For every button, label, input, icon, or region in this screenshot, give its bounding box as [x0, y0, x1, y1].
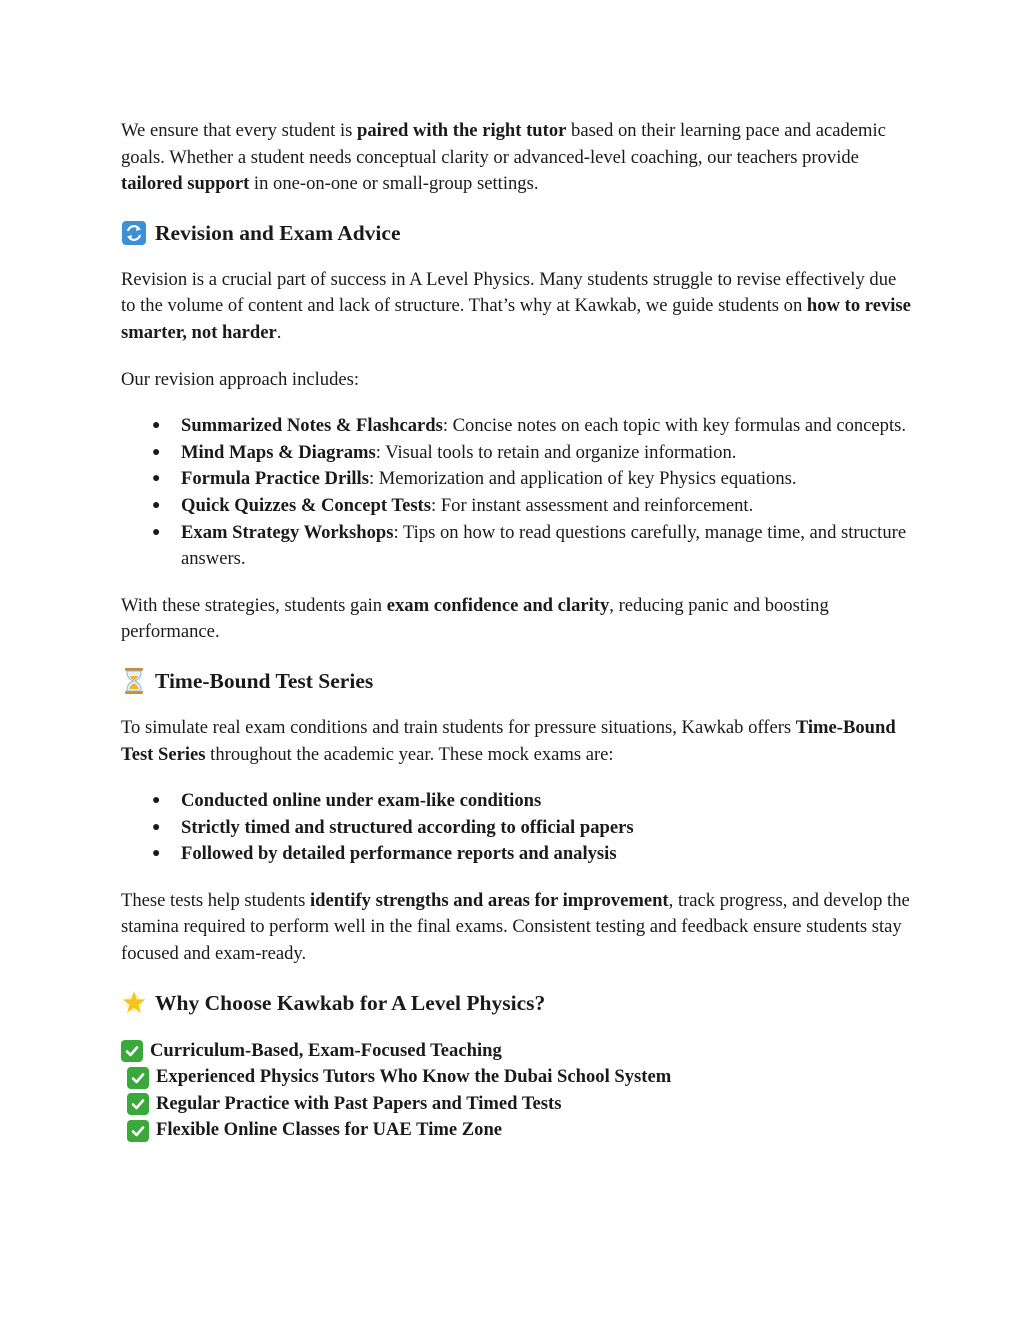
checkmark-icon	[127, 1067, 149, 1089]
timebound-paragraph: To simulate real exam conditions and train students for pressure situations, Kawkab offers Time-Bound Test Series throughout the academic year. These mock exams are:	[121, 716, 896, 765]
check-item: Flexible Online Classes for UAE Time Zone	[121, 1117, 911, 1144]
intro-paragraph: We ensure that every student is paired with the right tutor based on their learning pace and academic goals. Whether a student needs conceptual clarity or advanced-level coaching, our teachers provide tailored support in one-on-one or small-group settings.	[121, 120, 886, 195]
timebound-list	[121, 788, 911, 868]
revision-approach-list	[121, 413, 911, 573]
list-item: ● Mind Maps & Diagrams: Visual tools to retain and organize information.	[152, 441, 737, 463]
list-item: ● Quick Quizzes & Concept Tests: For instant assessment and reinforcement.	[152, 494, 754, 516]
hourglass-icon	[121, 668, 147, 694]
why-heading: Why Choose Kawkab for A Level Physics?	[121, 988, 911, 1018]
timebound-conclusion: These tests help students identify strengths and areas for improvement, track progress, and develop the stamina required to perform well in the final exams. Consistent testing and feedback ensure students stay focused and exam-ready.	[121, 889, 910, 965]
star-icon	[121, 990, 147, 1016]
list-item: ● Summarized Notes & Flashcards: Concise notes on each topic with key formulas and concepts.	[152, 415, 907, 437]
check-item: Regular Practice with Past Papers and Timed Tests	[121, 1091, 911, 1118]
check-item: Experienced Physics Tutors Who Know the Dubai School System	[121, 1064, 911, 1091]
list-item: ● Followed by detailed performance reports and analysis	[152, 843, 617, 865]
repeat-icon	[121, 220, 147, 246]
list-item: ● Formula Practice Drills: Memorization and application of key Physics equations.	[152, 468, 797, 490]
revision-paragraph: Revision is a crucial part of success in A Level Physics. Many students struggle to revise effectively due to the volume of content and lack of structure. That’s why at Kawkab, we guide students on how to revise smarter, not harder.	[121, 268, 911, 343]
checkmark-icon	[121, 1040, 143, 1062]
list-item: ● Exam Strategy Workshops: Tips on how to read questions carefully, manage time, and structure answers.	[152, 521, 907, 570]
revision-approach-intro: Our revision approach includes:	[121, 368, 360, 390]
timebound-heading: Time-Bound Test Series	[121, 666, 911, 696]
revision-conclusion: With these strategies, students gain exam confidence and clarity, reducing panic and boosting performance.	[121, 594, 829, 643]
document-page	[121, 118, 911, 1144]
check-item: Curriculum-Based, Exam-Focused Teaching	[121, 1038, 911, 1065]
list-item: ● Conducted online under exam-like conditions	[152, 790, 542, 812]
list-item: ● Strictly timed and structured according to official papers	[152, 816, 634, 838]
checkmark-icon	[127, 1120, 149, 1142]
checkmark-icon	[127, 1093, 149, 1115]
revision-heading: Revision and Exam Advice	[121, 218, 911, 248]
